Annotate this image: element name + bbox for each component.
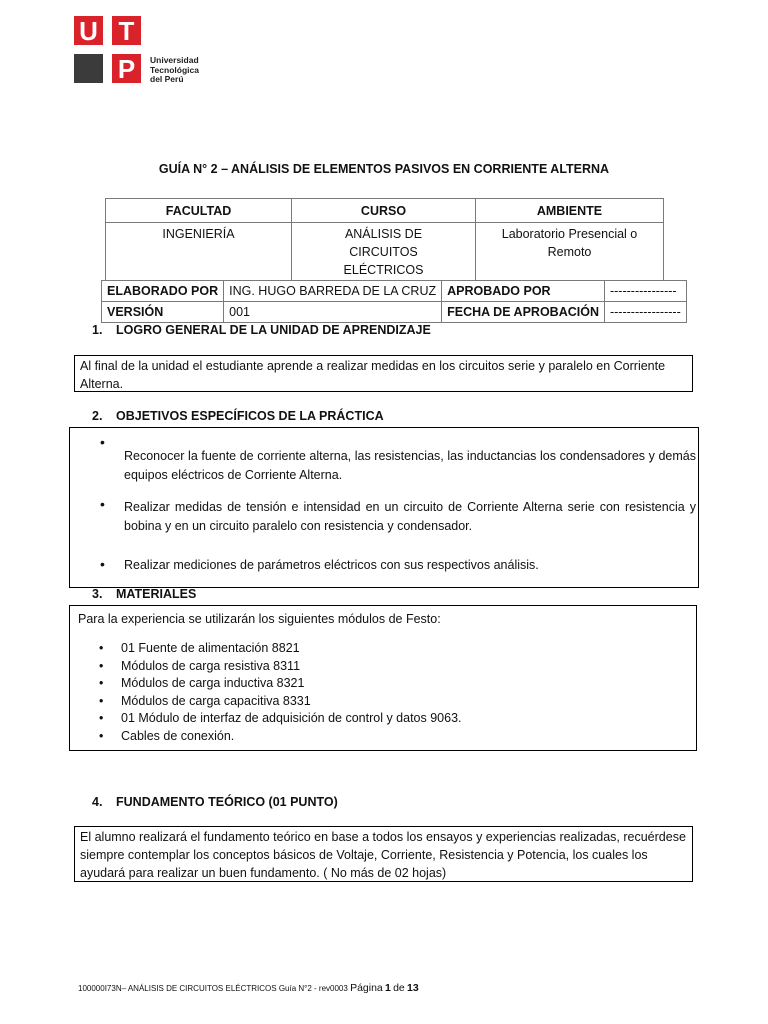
section-2-number: 2.: [92, 409, 103, 423]
page-footer: [78, 982, 419, 994]
list-item: • 01 Fuente de alimentación 8821: [99, 641, 300, 655]
label-aprobado-por: APROBADO POR: [442, 281, 605, 302]
objective-1: Reconocer la fuente de corriente alterna, las resistencias, las inductancias los condensadores y demás equipos eléctricos de Corriente Alterna.: [124, 449, 696, 482]
list-item: • Módulos de carga inductiva 8321: [99, 676, 305, 690]
header-ambiente: AMBIENTE: [476, 199, 664, 223]
list-item: • Cables de conexión.: [99, 728, 235, 743]
logo-text: [150, 56, 199, 85]
list-item: • 01 Módulo de interfaz de adquisición de control y datos 9063.: [99, 711, 462, 725]
section-4-title: FUNDAMENTO TEÓRICO (01 PUNTO): [116, 795, 338, 809]
section-1-heading: [92, 323, 431, 337]
footer-page-number: 1: [385, 982, 391, 994]
value-facultad: INGENIERÍA: [106, 223, 292, 281]
bullet-dot: •: [100, 496, 105, 512]
label-version: VERSIÓN: [102, 302, 224, 323]
objective-2: Realizar medidas de tensión e intensidad en un circuito de Corriente Alterna serie con resistencia y bobina y en un circuito paralelo con resistencia y condensador.: [124, 500, 696, 533]
section-4-heading: [92, 795, 338, 809]
objective-3: Realizar mediciones de parámetros eléctricos con sus respectivos análisis.: [124, 558, 539, 572]
section-3-title: MATERIALES: [116, 587, 197, 601]
footer-code: 100000I73N– ANÁLISIS DE CIRCUITOS ELÉCTRICOS Guía N°2 - rev0003: [78, 984, 348, 993]
logo-line-3: del Perú: [150, 74, 184, 84]
section-3-heading: [92, 587, 196, 601]
footer-of-word: de: [393, 982, 405, 994]
section-1-title: LOGRO GENERAL DE LA UNIDAD DE APRENDIZAJE: [116, 323, 431, 337]
footer-page-total: 13: [407, 982, 419, 994]
section-4-number: 4.: [92, 795, 103, 809]
section-1-box: Al final de la unidad el estudiante aprende a realizar medidas en los circuitos serie y paralelo en Corriente Alterna.: [74, 355, 693, 392]
section-2-box: [69, 427, 699, 588]
section-3-box: [69, 605, 697, 751]
value-fecha-aprobacion: -----------------: [604, 302, 686, 323]
value-aprobado-por: ----------------: [604, 281, 686, 302]
bullet-dot: •: [100, 556, 105, 572]
meta-table: [101, 280, 687, 323]
logo-dark-square: [74, 54, 103, 83]
info-table-header-row: [106, 199, 664, 223]
logo-letter-t: T: [112, 16, 141, 45]
info-table: [105, 198, 664, 281]
section-3-number: 3.: [92, 587, 103, 601]
utp-logo: [74, 16, 204, 84]
header-curso: CURSO: [292, 199, 476, 223]
materials-intro: Para la experiencia se utilizarán los siguientes módulos de Festo:: [78, 612, 441, 626]
section-1-number: 1.: [92, 323, 103, 337]
label-elaborado-por: ELABORADO POR: [102, 281, 224, 302]
value-curso: ANÁLISIS DE CIRCUITOS ELÉCTRICOS: [292, 223, 476, 281]
meta-row-2: [102, 302, 687, 323]
logo-letter-u: U: [74, 16, 103, 45]
materials-list: [73, 640, 673, 745]
list-item: • Módulos de carga resistiva 8311: [99, 658, 301, 673]
info-table-value-row: [106, 223, 664, 281]
value-version: 001: [224, 302, 442, 323]
list-item: • Módulos de carga capacitiva 8331: [99, 693, 311, 708]
value-ambiente: Laboratorio Presencial o Remoto: [476, 223, 664, 281]
logo-line-2: Tecnológica: [150, 64, 199, 75]
meta-row-1: [102, 281, 687, 302]
label-fecha-aprobacion: FECHA DE APROBACIÓN: [442, 302, 605, 323]
logo-letter-p: P: [112, 54, 141, 83]
document-title: GUÍA N° 2 – ANÁLISIS DE ELEMENTOS PASIVOS EN CORRIENTE ALTERNA: [158, 162, 610, 176]
footer-page-word: Página: [350, 982, 383, 994]
logo-line-1: Universidad: [150, 55, 199, 65]
section-4-box: El alumno realizará el fundamento teórico en base a todos los ensayos y experiencias realizadas, recuérdese siempre contemplar los conceptos básicos de Voltaje, Corriente, Resistencia y Potencia, los cuales los ayudará para realizar un buen fundamento. ( No más de 02 hojas): [74, 826, 693, 882]
section-2-heading: [92, 409, 384, 423]
section-2-title: OBJETIVOS ESPECÍFICOS DE LA PRÁCTICA: [116, 409, 384, 423]
header-facultad: FACULTAD: [106, 199, 292, 223]
bullet-dot: •: [100, 434, 105, 450]
value-elaborado-por: ING. HUGO BARREDA DE LA CRUZ: [224, 281, 442, 302]
